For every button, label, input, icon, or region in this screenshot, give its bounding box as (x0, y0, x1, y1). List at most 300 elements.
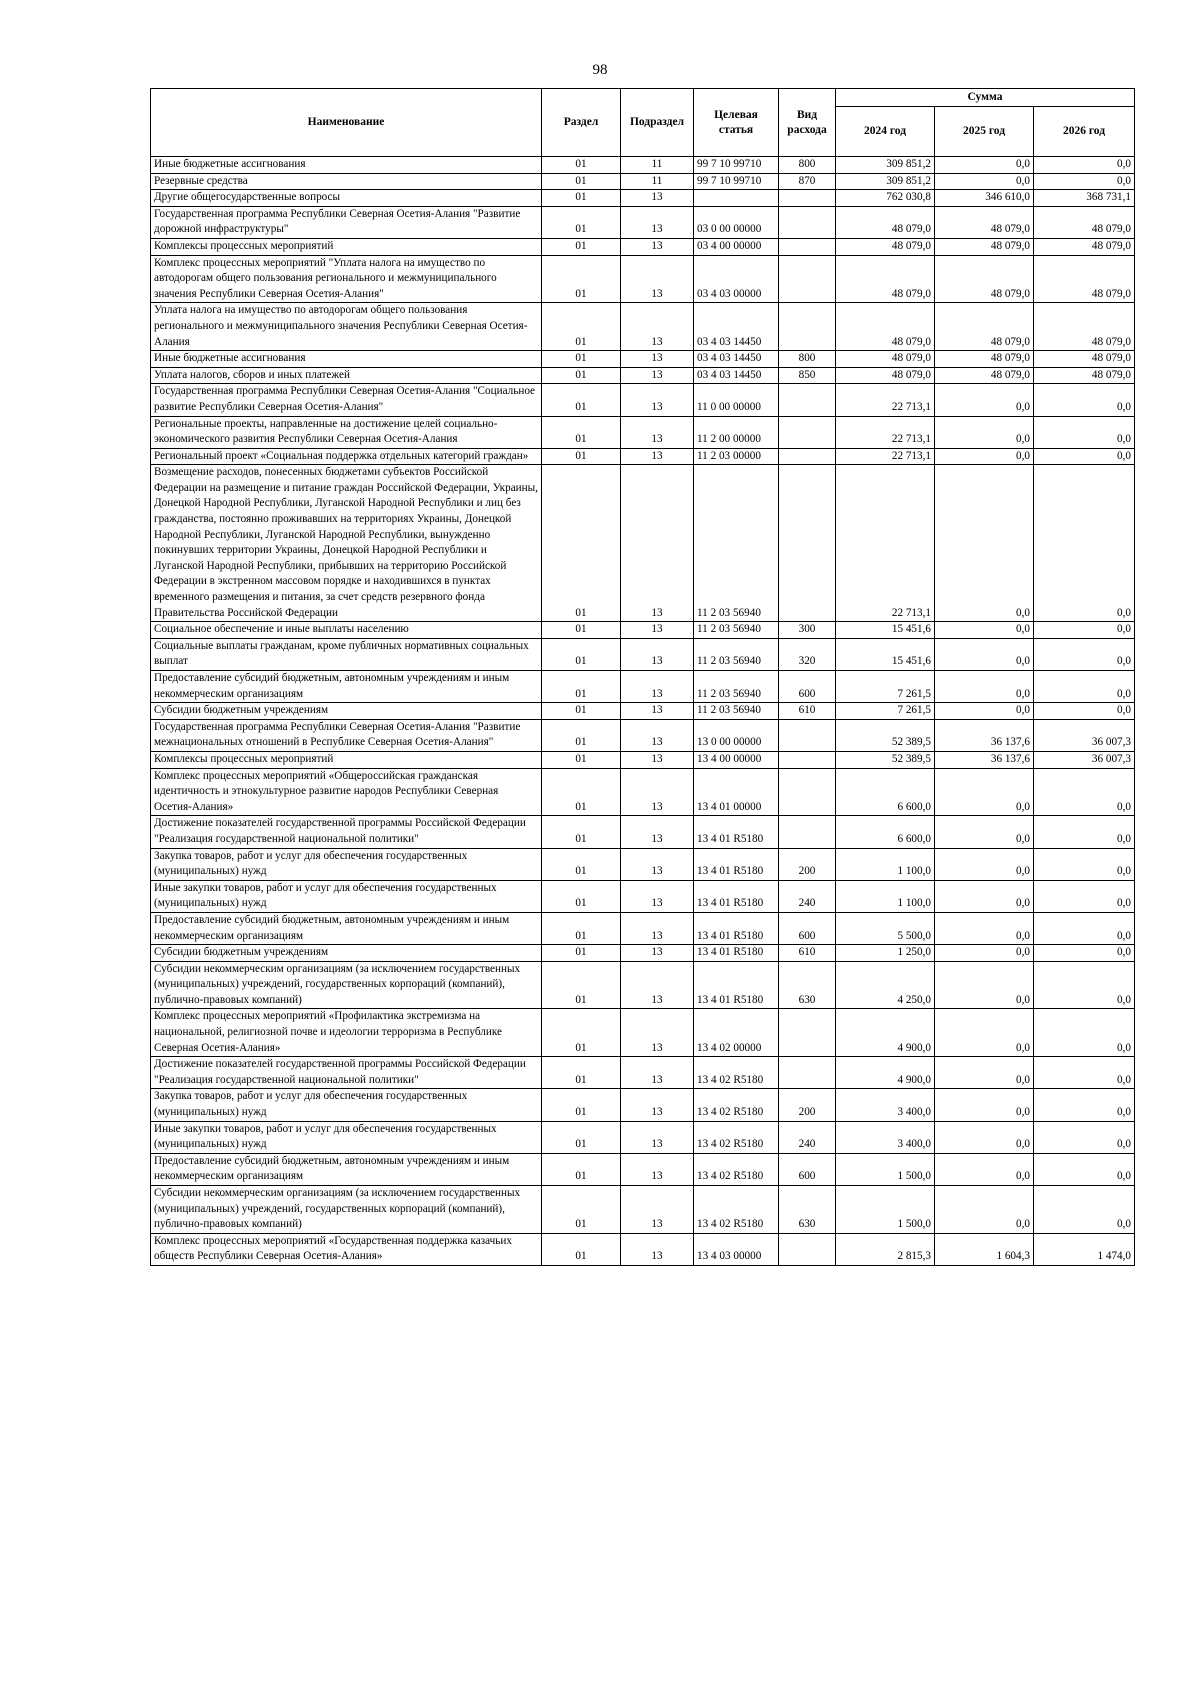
table-row (151, 945, 1135, 962)
row-expense-type: 240 (779, 880, 836, 912)
row-subsection: 13 (621, 384, 694, 416)
row-sum-2025: 0,0 (935, 703, 1034, 720)
row-target: 03 4 03 00000 (694, 255, 779, 303)
row-name: Субсидии бюджетным учреждениям (151, 703, 542, 720)
row-subsection: 13 (621, 206, 694, 238)
header-section: Раздел (542, 89, 621, 157)
header-expense-type: Вид расхода (779, 89, 836, 157)
table-row (151, 880, 1135, 912)
row-expense-type (779, 255, 836, 303)
row-expense-type: 610 (779, 703, 836, 720)
row-subsection: 13 (621, 465, 694, 622)
row-sum-2026: 0,0 (1034, 384, 1135, 416)
row-subsection: 13 (621, 448, 694, 465)
header-2025: 2025 год (935, 107, 1034, 157)
table-row (151, 367, 1135, 384)
row-sum-2026: 0,0 (1034, 880, 1135, 912)
row-target: 13 4 02 00000 (694, 1009, 779, 1057)
row-section: 01 (542, 157, 621, 174)
table-body (151, 157, 1135, 1266)
header-subsection: Подраздел (621, 89, 694, 157)
header-name: Наименование (151, 89, 542, 157)
row-sum-2026: 48 079,0 (1034, 303, 1135, 351)
row-target: 13 4 01 R5180 (694, 961, 779, 1009)
row-sum-2024: 52 389,5 (836, 719, 935, 751)
row-expense-type (779, 448, 836, 465)
row-sum-2025: 48 079,0 (935, 255, 1034, 303)
row-sum-2024: 1 100,0 (836, 880, 935, 912)
row-sum-2024: 4 900,0 (836, 1057, 935, 1089)
row-section: 01 (542, 448, 621, 465)
row-section: 01 (542, 912, 621, 944)
table-row (151, 173, 1135, 190)
row-section: 01 (542, 173, 621, 190)
row-name: Субсидии некоммерческим организациям (за исключением государственных (муниципальных) учреждений, государственных корпораций (компаний), публично-правовых компаний) (151, 1186, 542, 1234)
row-name: Закупка товаров, работ и услуг для обеспечения государственных (муниципальных) нужд (151, 848, 542, 880)
row-name: Предоставление субсидий бюджетным, автономным учреждениям и иным некоммерческим организациям (151, 1153, 542, 1185)
row-sum-2024: 15 451,6 (836, 622, 935, 639)
row-name: Государственная программа Республики Северная Осетия-Алания "Социальное развитие Республики Северная Осетия-Алания" (151, 384, 542, 416)
header-target: Целевая статья (694, 89, 779, 157)
row-sum-2024: 48 079,0 (836, 255, 935, 303)
row-sum-2025: 48 079,0 (935, 238, 1034, 255)
row-name: Достижение показателей государственной программы Российской Федерации "Реализация государственной национальной политики" (151, 816, 542, 848)
row-subsection: 13 (621, 367, 694, 384)
row-section: 01 (542, 303, 621, 351)
row-subsection: 13 (621, 945, 694, 962)
row-expense-type: 600 (779, 1153, 836, 1185)
row-expense-type (779, 416, 836, 448)
row-sum-2024: 3 400,0 (836, 1089, 935, 1121)
row-subsection: 13 (621, 1153, 694, 1185)
row-section: 01 (542, 367, 621, 384)
row-sum-2026: 0,0 (1034, 416, 1135, 448)
row-subsection: 13 (621, 1057, 694, 1089)
row-expense-type: 600 (779, 671, 836, 703)
row-target: 11 2 03 56940 (694, 671, 779, 703)
row-sum-2026: 48 079,0 (1034, 351, 1135, 368)
row-section: 01 (542, 703, 621, 720)
row-sum-2026: 48 079,0 (1034, 255, 1135, 303)
row-sum-2024: 7 261,5 (836, 671, 935, 703)
row-target: 11 2 03 56940 (694, 638, 779, 670)
row-name: Другие общегосударственные вопросы (151, 190, 542, 207)
row-section: 01 (542, 880, 621, 912)
row-name: Иные закупки товаров, работ и услуг для обеспечения государственных (муниципальных) нужд (151, 880, 542, 912)
row-subsection: 13 (621, 416, 694, 448)
row-section: 01 (542, 751, 621, 768)
row-sum-2026: 1 474,0 (1034, 1233, 1135, 1265)
row-name: Возмещение расходов, понесенных бюджетами субъектов Российской Федерации на размещение и питание граждан Российской Федерации, Украины, Донецкой Народной Республики, Луганской Народной Республики и лиц без гражданства, постоянно проживавших на территориях Украины, Донецкой Народной Республики, Луганской Народной Республики, вынужденно покинувших территории Украины, Донецкой Народной Республики и Луганской Народной Республики, прибывших на территорию Российской Федерации в экстренном массовом порядке и находившихся в пунктах временного размещения и питания, за счет средств резервного фонда Правительства Российской Федерации (151, 465, 542, 622)
table-row (151, 848, 1135, 880)
row-expense-type (779, 384, 836, 416)
row-target: 11 2 03 56940 (694, 465, 779, 622)
row-sum-2024: 1 500,0 (836, 1186, 935, 1234)
row-target: 99 7 10 99710 (694, 173, 779, 190)
row-sum-2026: 0,0 (1034, 465, 1135, 622)
row-sum-2025: 0,0 (935, 448, 1034, 465)
row-name: Иные бюджетные ассигнования (151, 157, 542, 174)
row-section: 01 (542, 1009, 621, 1057)
row-target: 13 4 01 R5180 (694, 912, 779, 944)
row-sum-2026: 36 007,3 (1034, 719, 1135, 751)
row-name: Государственная программа Республики Северная Осетия-Алания "Развитие дорожной инфраструктуры" (151, 206, 542, 238)
row-sum-2026: 0,0 (1034, 961, 1135, 1009)
row-name: Предоставление субсидий бюджетным, автономным учреждениям и иным некоммерческим организациям (151, 671, 542, 703)
row-sum-2024: 1 100,0 (836, 848, 935, 880)
row-expense-type (779, 238, 836, 255)
row-sum-2025: 48 079,0 (935, 206, 1034, 238)
row-sum-2024: 7 261,5 (836, 703, 935, 720)
row-sum-2026: 0,0 (1034, 1186, 1135, 1234)
row-subsection: 13 (621, 1233, 694, 1265)
row-expense-type (779, 1057, 836, 1089)
table-row (151, 1186, 1135, 1234)
row-subsection: 13 (621, 961, 694, 1009)
row-subsection: 13 (621, 255, 694, 303)
table-row (151, 622, 1135, 639)
row-expense-type: 200 (779, 1089, 836, 1121)
row-section: 01 (542, 416, 621, 448)
row-name: Социальное обеспечение и иные выплаты населению (151, 622, 542, 639)
table-row (151, 1233, 1135, 1265)
table-row (151, 157, 1135, 174)
table-row (151, 816, 1135, 848)
table-row (151, 238, 1135, 255)
table-row (151, 303, 1135, 351)
row-expense-type (779, 816, 836, 848)
table-row (151, 1089, 1135, 1121)
row-section: 01 (542, 671, 621, 703)
row-name: Достижение показателей государственной программы Российской Федерации "Реализация государственной национальной политики" (151, 1057, 542, 1089)
row-sum-2025: 0,0 (935, 1009, 1034, 1057)
row-subsection: 13 (621, 351, 694, 368)
row-sum-2026: 0,0 (1034, 945, 1135, 962)
row-sum-2024: 48 079,0 (836, 206, 935, 238)
row-sum-2026: 0,0 (1034, 703, 1135, 720)
budget-table (150, 88, 1135, 1266)
row-sum-2025: 0,0 (935, 816, 1034, 848)
row-target: 99 7 10 99710 (694, 157, 779, 174)
row-target: 13 4 01 00000 (694, 768, 779, 816)
row-sum-2026: 0,0 (1034, 816, 1135, 848)
row-sum-2026: 0,0 (1034, 1089, 1135, 1121)
row-expense-type (779, 1009, 836, 1057)
table-row (151, 448, 1135, 465)
row-sum-2026: 368 731,1 (1034, 190, 1135, 207)
row-expense-type: 300 (779, 622, 836, 639)
row-subsection: 13 (621, 190, 694, 207)
table-row (151, 384, 1135, 416)
row-sum-2024: 15 451,6 (836, 638, 935, 670)
row-subsection: 13 (621, 303, 694, 351)
row-expense-type (779, 768, 836, 816)
row-target: 03 4 03 14450 (694, 303, 779, 351)
row-name: Комплекс процессных мероприятий "Уплата налога на имущество по автодорогам общего пользования регионального и межмуниципального значения Республики Северная Осетия-Алания" (151, 255, 542, 303)
row-target: 13 4 01 R5180 (694, 848, 779, 880)
row-name: Социальные выплаты гражданам, кроме публичных нормативных социальных выплат (151, 638, 542, 670)
row-subsection: 13 (621, 622, 694, 639)
row-expense-type: 240 (779, 1121, 836, 1153)
table-row (151, 1057, 1135, 1089)
header-sum: Сумма (836, 89, 1135, 107)
row-target: 13 4 01 R5180 (694, 816, 779, 848)
row-subsection: 13 (621, 1009, 694, 1057)
row-sum-2026: 0,0 (1034, 912, 1135, 944)
header-2024: 2024 год (836, 107, 935, 157)
row-sum-2025: 48 079,0 (935, 351, 1034, 368)
table-row (151, 1153, 1135, 1185)
row-target: 13 4 02 R5180 (694, 1186, 779, 1234)
row-target: 13 4 01 R5180 (694, 880, 779, 912)
row-target: 13 0 00 00000 (694, 719, 779, 751)
row-name: Резервные средства (151, 173, 542, 190)
row-target: 03 4 03 14450 (694, 351, 779, 368)
row-sum-2024: 1 250,0 (836, 945, 935, 962)
row-sum-2024: 48 079,0 (836, 303, 935, 351)
row-target: 11 2 00 00000 (694, 416, 779, 448)
row-sum-2026: 48 079,0 (1034, 238, 1135, 255)
table-row (151, 465, 1135, 622)
row-name: Комплекс процессных мероприятий «Общероссийская гражданская идентичность и этнокультурное развитие народов Республики Северная Осетия-Алания» (151, 768, 542, 816)
table-row (151, 1009, 1135, 1057)
row-name: Закупка товаров, работ и услуг для обеспечения государственных (муниципальных) нужд (151, 1089, 542, 1121)
row-subsection: 11 (621, 157, 694, 174)
row-sum-2024: 22 713,1 (836, 416, 935, 448)
row-target: 13 4 01 R5180 (694, 945, 779, 962)
table-row (151, 751, 1135, 768)
row-expense-type: 800 (779, 157, 836, 174)
row-subsection: 13 (621, 848, 694, 880)
row-sum-2024: 22 713,1 (836, 448, 935, 465)
row-subsection: 13 (621, 638, 694, 670)
row-subsection: 13 (621, 719, 694, 751)
row-expense-type (779, 719, 836, 751)
row-sum-2024: 1 500,0 (836, 1153, 935, 1185)
row-sum-2025: 0,0 (935, 912, 1034, 944)
row-section: 01 (542, 719, 621, 751)
row-section: 01 (542, 384, 621, 416)
row-sum-2025: 0,0 (935, 638, 1034, 670)
row-expense-type (779, 206, 836, 238)
row-target: 13 4 02 R5180 (694, 1089, 779, 1121)
row-sum-2025: 0,0 (935, 880, 1034, 912)
row-name: Уплата налогов, сборов и иных платежей (151, 367, 542, 384)
row-sum-2025: 48 079,0 (935, 367, 1034, 384)
row-target: 13 4 02 R5180 (694, 1121, 779, 1153)
row-target: 13 4 03 00000 (694, 1233, 779, 1265)
row-section: 01 (542, 622, 621, 639)
row-section: 01 (542, 190, 621, 207)
row-sum-2025: 0,0 (935, 671, 1034, 703)
row-sum-2026: 0,0 (1034, 1009, 1135, 1057)
table-row (151, 671, 1135, 703)
row-name: Комплексы процессных мероприятий (151, 238, 542, 255)
row-expense-type: 320 (779, 638, 836, 670)
row-sum-2025: 0,0 (935, 173, 1034, 190)
row-sum-2024: 6 600,0 (836, 816, 935, 848)
row-expense-type (779, 751, 836, 768)
table-row (151, 206, 1135, 238)
page-number: 98 (592, 62, 608, 78)
row-sum-2025: 0,0 (935, 961, 1034, 1009)
row-sum-2025: 0,0 (935, 768, 1034, 816)
table-row (151, 351, 1135, 368)
row-expense-type (779, 465, 836, 622)
row-sum-2024: 6 600,0 (836, 768, 935, 816)
row-name: Государственная программа Республики Северная Осетия-Алания "Развитие межнациональных отношений в Республике Северная Осетия-Алания" (151, 719, 542, 751)
row-subsection: 11 (621, 173, 694, 190)
row-sum-2026: 0,0 (1034, 848, 1135, 880)
row-name: Предоставление субсидий бюджетным, автономным учреждениям и иным некоммерческим организациям (151, 912, 542, 944)
table-row (151, 912, 1135, 944)
row-section: 01 (542, 1089, 621, 1121)
table-row (151, 255, 1135, 303)
row-target: 11 2 03 56940 (694, 622, 779, 639)
row-expense-type (779, 1233, 836, 1265)
header-2026: 2026 год (1034, 107, 1135, 157)
row-sum-2025: 0,0 (935, 1089, 1034, 1121)
row-subsection: 13 (621, 912, 694, 944)
row-sum-2024: 3 400,0 (836, 1121, 935, 1153)
row-sum-2026: 0,0 (1034, 1121, 1135, 1153)
row-sum-2025: 1 604,3 (935, 1233, 1034, 1265)
row-sum-2025: 0,0 (935, 1153, 1034, 1185)
row-sum-2024: 762 030,8 (836, 190, 935, 207)
row-subsection: 13 (621, 880, 694, 912)
row-sum-2024: 48 079,0 (836, 238, 935, 255)
table-row (151, 719, 1135, 751)
row-name: Комплекс процессных мероприятий «Государственная поддержка казачьих обществ Республики Северная Осетия-Алания» (151, 1233, 542, 1265)
row-target: 11 2 03 56940 (694, 703, 779, 720)
row-name: Комплексы процессных мероприятий (151, 751, 542, 768)
row-name: Уплата налога на имущество по автодорогам общего пользования регионального и межмуниципального значения Республики Северная Осетия-Алания (151, 303, 542, 351)
row-sum-2025: 0,0 (935, 945, 1034, 962)
row-sum-2026: 0,0 (1034, 768, 1135, 816)
row-name: Комплекс процессных мероприятий «Профилактика экстремизма на национальной, религиозной почве и идеологии терроризма в Республике Северная Осетия-Алания» (151, 1009, 542, 1057)
table-row (151, 961, 1135, 1009)
row-sum-2025: 0,0 (935, 622, 1034, 639)
row-sum-2026: 0,0 (1034, 1153, 1135, 1185)
row-target: 13 4 02 R5180 (694, 1153, 779, 1185)
table-row (151, 768, 1135, 816)
row-sum-2024: 22 713,1 (836, 465, 935, 622)
row-sum-2024: 2 815,3 (836, 1233, 935, 1265)
table-row (151, 1121, 1135, 1153)
row-sum-2025: 0,0 (935, 465, 1034, 622)
row-section: 01 (542, 255, 621, 303)
row-section: 01 (542, 351, 621, 368)
row-expense-type: 630 (779, 961, 836, 1009)
row-name: Субсидии бюджетным учреждениям (151, 945, 542, 962)
row-sum-2024: 309 851,2 (836, 173, 935, 190)
row-expense-type (779, 190, 836, 207)
row-subsection: 13 (621, 1186, 694, 1234)
table-row (151, 638, 1135, 670)
row-sum-2026: 0,0 (1034, 448, 1135, 465)
row-expense-type: 200 (779, 848, 836, 880)
row-expense-type: 870 (779, 173, 836, 190)
row-sum-2024: 48 079,0 (836, 351, 935, 368)
row-subsection: 13 (621, 1121, 694, 1153)
row-sum-2026: 0,0 (1034, 622, 1135, 639)
row-subsection: 13 (621, 671, 694, 703)
table-row (151, 416, 1135, 448)
row-section: 01 (542, 945, 621, 962)
row-section: 01 (542, 1186, 621, 1234)
row-section: 01 (542, 848, 621, 880)
row-section: 01 (542, 1121, 621, 1153)
row-section: 01 (542, 465, 621, 622)
row-subsection: 13 (621, 816, 694, 848)
row-expense-type: 600 (779, 912, 836, 944)
row-sum-2024: 52 389,5 (836, 751, 935, 768)
row-target: 13 4 00 00000 (694, 751, 779, 768)
row-expense-type: 800 (779, 351, 836, 368)
row-subsection: 13 (621, 751, 694, 768)
row-sum-2025: 0,0 (935, 1057, 1034, 1089)
row-subsection: 13 (621, 768, 694, 816)
row-subsection: 13 (621, 703, 694, 720)
row-target: 03 4 00 00000 (694, 238, 779, 255)
row-section: 01 (542, 206, 621, 238)
row-sum-2026: 0,0 (1034, 638, 1135, 670)
row-sum-2025: 36 137,6 (935, 719, 1034, 751)
row-sum-2024: 22 713,1 (836, 384, 935, 416)
table-row (151, 703, 1135, 720)
row-name: Субсидии некоммерческим организациям (за исключением государственных (муниципальных) учреждений, государственных корпораций (компаний), публично-правовых компаний) (151, 961, 542, 1009)
row-target: 11 0 00 00000 (694, 384, 779, 416)
row-sum-2025: 0,0 (935, 157, 1034, 174)
row-sum-2024: 309 851,2 (836, 157, 935, 174)
row-subsection: 13 (621, 238, 694, 255)
row-name: Региональный проект «Социальная поддержка отдельных категорий граждан» (151, 448, 542, 465)
row-sum-2026: 0,0 (1034, 671, 1135, 703)
row-section: 01 (542, 768, 621, 816)
row-sum-2025: 0,0 (935, 416, 1034, 448)
row-name: Иные закупки товаров, работ и услуг для обеспечения государственных (муниципальных) нужд (151, 1121, 542, 1153)
row-sum-2026: 48 079,0 (1034, 367, 1135, 384)
row-expense-type: 850 (779, 367, 836, 384)
row-expense-type (779, 303, 836, 351)
row-target: 11 2 03 00000 (694, 448, 779, 465)
row-name: Региональные проекты, направленные на достижение целей социально-экономического развития Республики Северная Осетия-Алания (151, 416, 542, 448)
row-sum-2026: 0,0 (1034, 1057, 1135, 1089)
row-sum-2024: 48 079,0 (836, 367, 935, 384)
row-target: 03 0 00 00000 (694, 206, 779, 238)
row-section: 01 (542, 638, 621, 670)
row-sum-2024: 5 500,0 (836, 912, 935, 944)
row-target: 03 4 03 14450 (694, 367, 779, 384)
row-section: 01 (542, 816, 621, 848)
row-sum-2025: 36 137,6 (935, 751, 1034, 768)
row-expense-type: 630 (779, 1186, 836, 1234)
row-sum-2025: 48 079,0 (935, 303, 1034, 351)
row-sum-2024: 4 900,0 (836, 1009, 935, 1057)
row-section: 01 (542, 1057, 621, 1089)
row-expense-type: 610 (779, 945, 836, 962)
row-sum-2026: 0,0 (1034, 157, 1135, 174)
row-sum-2026: 48 079,0 (1034, 206, 1135, 238)
row-name: Иные бюджетные ассигнования (151, 351, 542, 368)
row-section: 01 (542, 1233, 621, 1265)
row-section: 01 (542, 961, 621, 1009)
row-subsection: 13 (621, 1089, 694, 1121)
row-sum-2026: 0,0 (1034, 173, 1135, 190)
row-sum-2025: 346 610,0 (935, 190, 1034, 207)
row-sum-2025: 0,0 (935, 848, 1034, 880)
row-section: 01 (542, 238, 621, 255)
